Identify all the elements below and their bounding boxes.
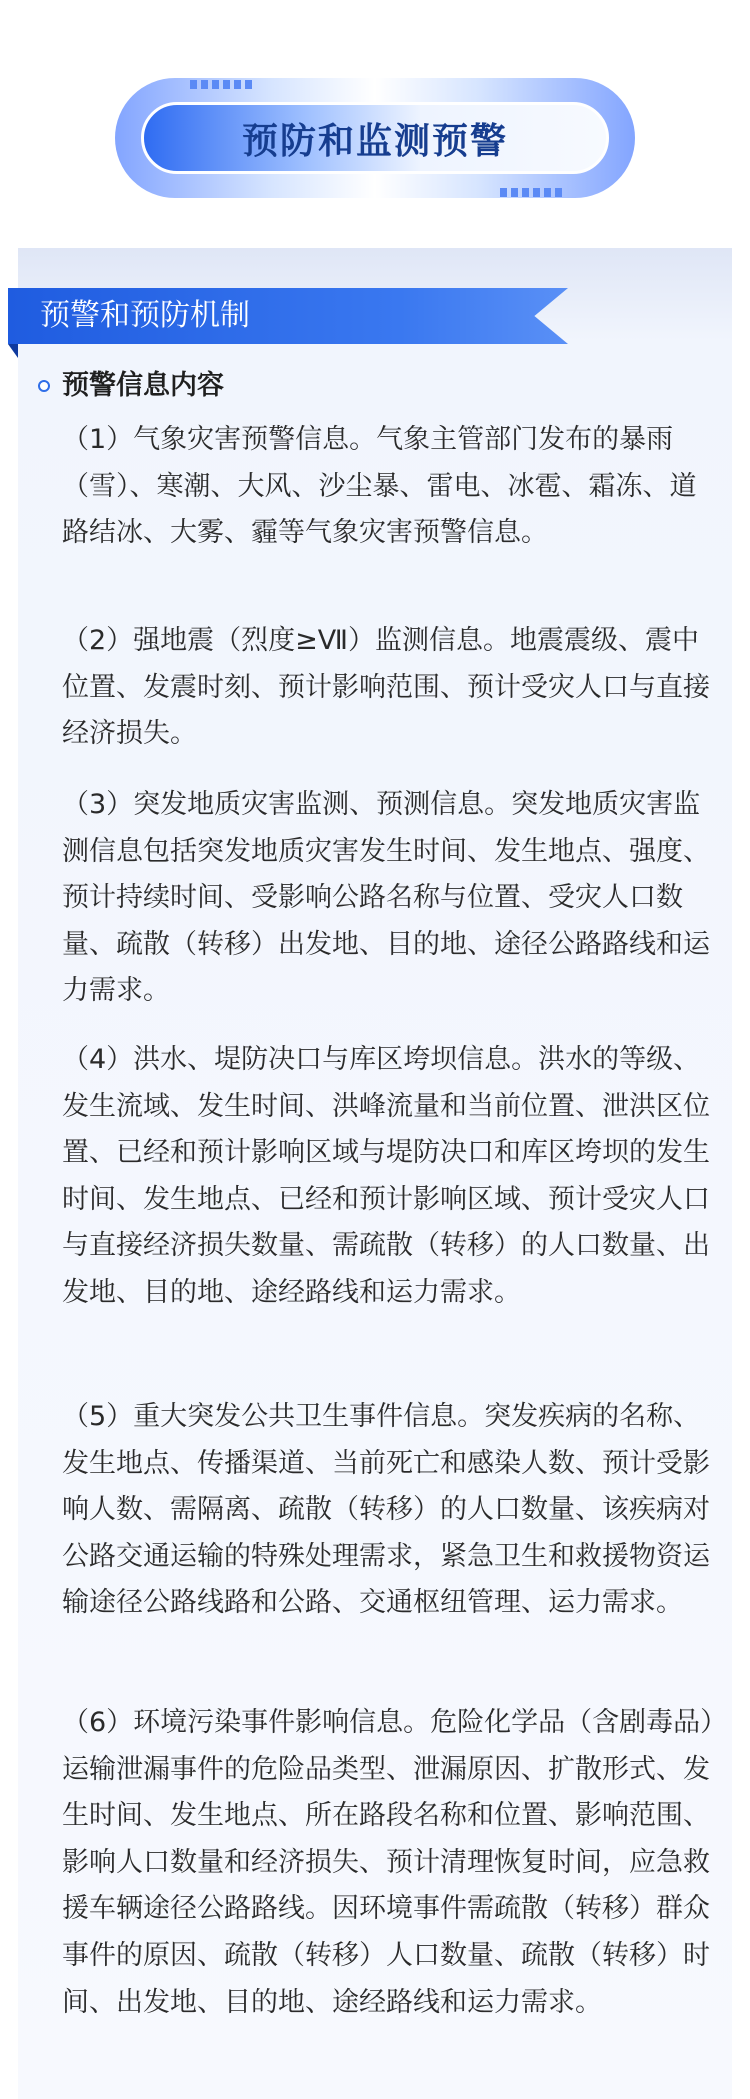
paragraph-6: （6）环境污染事件影响信息。危险化学品（含剧毒品）运输泄漏事件的危险品类型、泄漏原因、扩散形式、发生时间、发生地点、所在路段名称和位置、影响范围、影响人口数量和经济损失、预计清理恢复时间，应急救援车辆途径公路路线。因环境事件需疏散（转移）群众事件的原因、疏散（转移）人口数量、疏散（转移）时间、出发地、目的地、途经路线和运力需求。 [62,1707,714,2018]
paragraph-5: （5）重大突发公共卫生事件信息。突发疾病的名称、发生地点、传播渠道、当前死亡和感染人数、预计受影响人数、需隔离、疏散（转移）的人口数量、该疾病对公路交通运输的特殊处理需求，紧急卫生和救援物资运输途径公路线路和公路、交通枢纽管理、运力需求。 [62,1401,710,1619]
section-subheading: 预警信息内容 [62,370,224,401]
title-pill [141,102,609,174]
decorative-dots-top [190,80,252,89]
paragraph-2: （2）强地震（烈度≥Ⅶ）监测信息。地震震级、震中位置、发震时刻、预计影响范围、预计受灾人口与直接经济损失。 [62,625,710,750]
decorative-dots-bottom [500,188,562,197]
bullet-circle-icon [38,380,50,392]
paragraph-4: （4）洪水、堤防决口与库区垮坝信息。洪水的等级、发生流域、发生时间、洪峰流量和当前位置、泄洪区位置、已经和预计影响区域与堤防决口和库区垮坝的发生时间、发生地点、已经和预计影响区域、预计受灾人口与直接经济损失数量、需疏散（转移）的人口数量、出发地、目的地、途经路线和运力需求。 [62,1044,710,1308]
section-tab-fold [8,344,18,358]
paragraph-1: （1）气象灾害预警信息。气象主管部门发布的暴雨（雪）、寒潮、大风、沙尘暴、雷电、冰雹、霜冻、道路结冰、大雾、霾等气象灾害预警信息。 [62,424,697,549]
section-tab-label: 预警和预防机制 [40,298,250,333]
paragraph-3: （3）突发地质灾害监测、预测信息。突发地质灾害监测信息包括突发地质灾害发生时间、发生地点、强度、预计持续时间、受影响公路名称与位置、受灾人口数量、疏散（转移）出发地、目的地、途径公路路线和运力需求。 [62,789,710,1007]
page-title: 预防和监测预警 [241,120,508,162]
title-banner [115,78,635,198]
